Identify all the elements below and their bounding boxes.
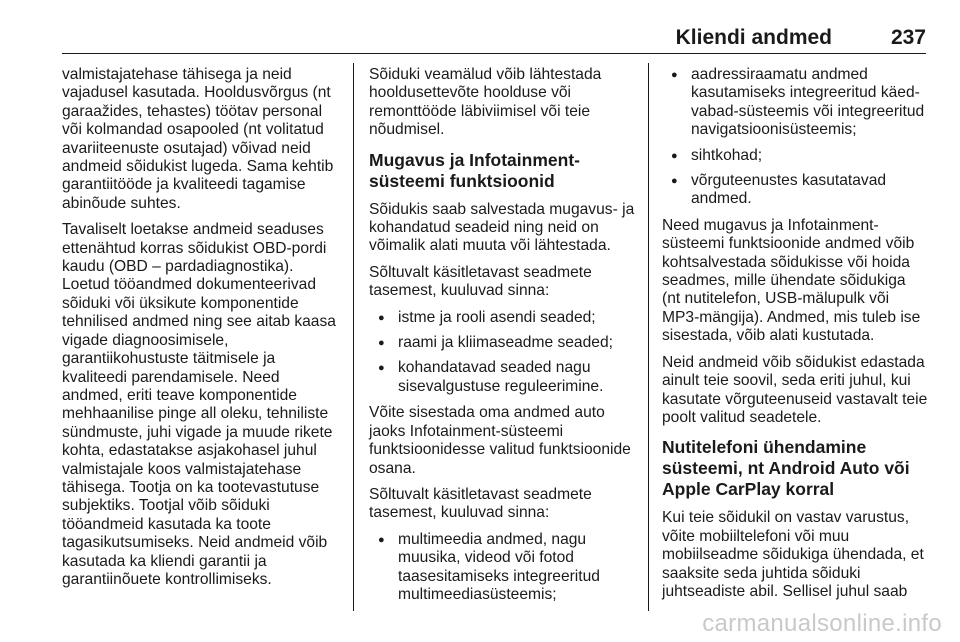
column-left <box>62 66 344 597</box>
list-item: ● aadressiraamatu andmed kasutamiseks integreeritud käed-vabad-süsteemis või integreeritud navigatsioonisüsteemis; <box>662 66 928 140</box>
paragraph: Sõiduki veamälud võib lähtestada hooldusettevõte hoolduse või remonttööde läbiviimisel või teie nõudmisel. <box>369 66 602 139</box>
paragraph: Võite sisestada oma andmed auto jaoks Infotainment-süsteemi funktsioonidesse valitud funktsioonide osana. <box>369 404 631 477</box>
watermark: carmanualsonline.info <box>702 610 942 637</box>
column-right <box>662 66 928 609</box>
column-divider <box>648 63 649 611</box>
bullet-list <box>369 531 636 605</box>
paragraph: Sõltuvalt käsitletavast seadmete tasemest, kuuluvad sinna: <box>369 485 592 522</box>
paragraph: Sõidukis saab salvestada mugavus- ja kohandatud seadeid ning neid on võimalik alati muuta või lähtestada. <box>369 200 635 255</box>
page-header <box>62 0 926 54</box>
paragraph: Kui teie sõidukil on vastav varustus, võite mobiiltelefoni või muu mobiilseadme sõidukiga ühendada, et saaksite seda juhtida sõiduki juhtseadiste abil. Sellisel juhul saab <box>662 509 924 600</box>
list-item: ● raami ja kliimaseadme seaded; <box>369 334 636 352</box>
paragraph: valmistajatehase tähisega ja neid vajadusel kasutada. Hooldusvõrgus (nt garaažides, tehastes) töötav personal või kolmandad osapooled (nt volitatud avariiteenuste osutajad) võivad neid andmeid sõidukist lugeda. Sama kehtib garantiitööde ja kvaliteedi tagamise abinõude suhtes. <box>62 66 334 212</box>
list-item: ● võrguteenustes kasutatavad andmed. <box>662 172 928 209</box>
column-middle <box>369 66 636 612</box>
section-heading: Mugavus ja Infotainment-süsteemi funktsioonid <box>369 149 580 191</box>
column-divider <box>353 63 354 611</box>
list-item: ● istme ja rooli asendi seaded; <box>369 309 636 327</box>
paragraph: Need mugavus ja Infotainment-süsteemi funktsioonide andmed võib kohtsalvestada sõidukisse või hoida seadmes, mille ühendate sõidukiga (nt nutitelefon, USB-mälupulk või MP3-mängija). Andmed, mis tuleb ise sisestada, võib alati kustutada. <box>662 216 921 345</box>
paragraph: Neid andmeid võib sõidukist edastada ainult teie soovil, seda eriti juhul, kui kasutate võrguteenuseid vastavalt teie poolt valitud seadetele. <box>662 353 928 426</box>
paragraph: Tavaliselt loetakse andmeid seaduses ettenähtud korras sõidukist OBD-pordi kaudu (OBD – pardadiagnostika). Loetud tööandmed dokumenteerivad sõiduki või üksikute komponentide tehnilised andmed ning see aitab kaasa vigade diagnoosimisele, garantiikohustuste täitmisele ja kvaliteedi parendamisele. Need andmed, eriti teave komponentide mehhaanilise pinge all oleku, tehniliste sündmuste, juhi vigade ja muude rikete kohta, edastatakse asjakohasel juhul valmistajale koos valmistajatehase tähisega. Tootja on ka tootevastutuse subjektiks. Tootjal võib sõiduki tööandmeid kasutada ka toote tagasikutsumiseks. Neid andmeid võib kasutada ka kliendi garantii ja garantiinõuete kontrollimiseks. <box>62 221 336 588</box>
section-heading: Nutitelefoni ühendamine süsteemi, nt Android Auto või Apple CarPlay korral <box>662 437 910 500</box>
paragraph: Sõltuvalt käsitletavast seadmete tasemest, kuuluvad sinna: <box>369 263 592 300</box>
list-item: ● multimeedia andmed, nagu muusika, videod või fotod taasesitamiseks integreeritud multimeediasüsteemis; <box>369 531 636 605</box>
bullet-list <box>662 66 928 209</box>
list-item: ● kohandatavad seaded nagu sisevalgustuse reguleerimine. <box>369 359 636 396</box>
section-title: Kliendi andmed <box>675 26 832 49</box>
bullet-list <box>369 309 636 397</box>
list-item: ● sihtkohad; <box>662 147 928 165</box>
page-number: 237 <box>890 26 926 49</box>
